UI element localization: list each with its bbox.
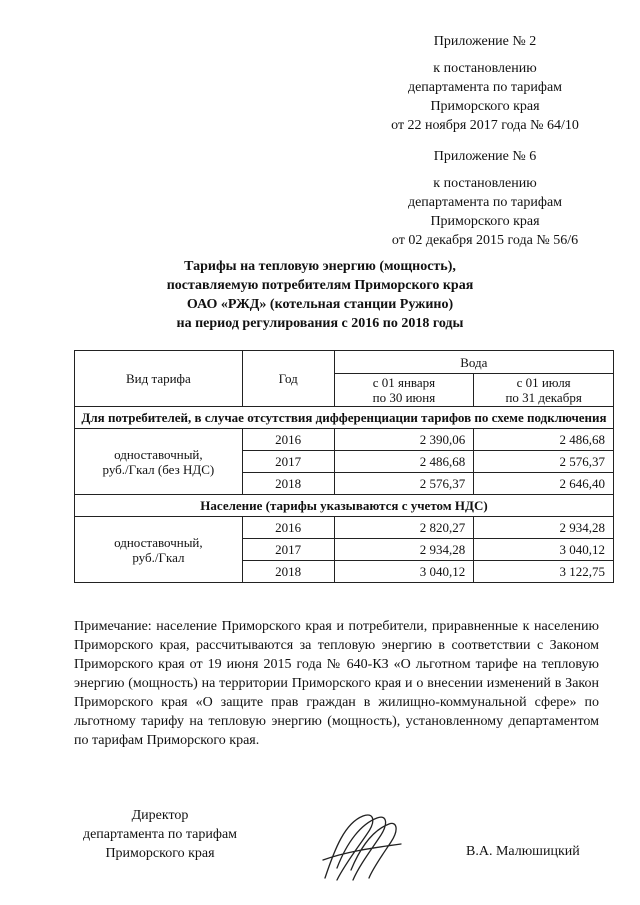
header-water: Вода [334, 351, 613, 374]
year-cell: 2018 [242, 473, 334, 495]
tariff-table [74, 350, 614, 583]
tariff-type-cell [75, 429, 243, 495]
period-line: с 01 января [372, 375, 436, 390]
header-period-2 [474, 374, 614, 407]
value-cell: 3 040,12 [334, 561, 474, 583]
title-line: поставляемую потребителям Приморского края [166, 278, 474, 293]
year-cell: 2018 [242, 561, 334, 583]
annex-block-2 [360, 147, 610, 250]
value-cell: 2 646,40 [474, 473, 614, 495]
table-row [75, 429, 614, 451]
tariff-type-line: одноставочный, [114, 534, 203, 550]
table-header-row [75, 351, 614, 374]
annex-line: Приморского края [430, 214, 540, 229]
header-period-1 [334, 374, 474, 407]
annex-heading: Приложение № 2 [433, 34, 537, 49]
year-cell: 2017 [242, 539, 334, 561]
position-line: Директор [131, 808, 189, 823]
annex-line: от 22 ноября 2017 года № 64/10 [391, 118, 579, 133]
position-line: Приморского края [105, 846, 215, 861]
group-heading-row [75, 407, 614, 429]
annex-line: от 02 декабря 2015 года № 56/6 [391, 233, 579, 248]
annex-heading: Приложение № 6 [433, 149, 537, 164]
annex-line: к постановлению [433, 176, 537, 191]
value-cell: 2 934,28 [334, 539, 474, 561]
document-title [80, 257, 560, 333]
annex-line: к постановлению [433, 61, 537, 76]
tariff-type-line: руб./Гкал (без НДС) [102, 461, 215, 477]
title-line: Тарифы на тепловую энергию (мощность), [184, 259, 456, 274]
group-heading: Население (тарифы указываются с учетом НДС) [75, 495, 614, 517]
table-row [75, 517, 614, 539]
signatory-position [70, 806, 250, 863]
year-cell: 2016 [242, 517, 334, 539]
period-line: с 01 июля [516, 375, 571, 390]
value-cell: 2 486,68 [334, 451, 474, 473]
tariff-type-cell [75, 517, 243, 583]
position-line: департамента по тарифам [82, 827, 238, 842]
tariff-type-line: одноставочный, [114, 446, 203, 462]
group-heading: Для потребителей, в случае отсутствия дифференциации тарифов по схеме подключения [75, 407, 614, 429]
title-line: ОАО «РЖД» (котельная станции Ружино) [186, 297, 454, 312]
period-line: по 31 декабря [505, 390, 582, 405]
note-paragraph: Примечание: население Приморского края и потребители, приравненные к населению Приморского края, рассчитываются за тепловую энергию в соответствии с Законом Приморского края от 19 июня 2015 года № 640-КЗ «О льготном тарифе на тепловую энергию (мощность) на территории Приморского края и о внесении изменений в Закон Приморского края «О защите прав граждан в жилищно-коммунальной сфере» по льготному тарифу на тепловую энергию (мощность), установленному департаментом по тарифам Приморского края. [74, 619, 599, 748]
year-cell: 2016 [242, 429, 334, 451]
value-cell: 2 486,68 [474, 429, 614, 451]
annex-line: департамента по тарифам [407, 195, 563, 210]
value-cell: 3 122,75 [474, 561, 614, 583]
value-cell: 2 934,28 [474, 517, 614, 539]
value-cell: 2 390,06 [334, 429, 474, 451]
header-year: Год [242, 351, 334, 407]
handwritten-signature [315, 808, 405, 888]
value-cell: 2 820,27 [334, 517, 474, 539]
value-cell: 2 576,37 [334, 473, 474, 495]
group-heading-row [75, 495, 614, 517]
title-line: на период регулирования с 2016 по 2018 годы [176, 316, 464, 331]
annex-block-1 [360, 32, 610, 135]
signatory-name: В.А. Малюшицкий [466, 844, 580, 859]
period-line: по 30 июня [372, 390, 436, 405]
value-cell: 2 576,37 [474, 451, 614, 473]
year-cell: 2017 [242, 451, 334, 473]
tariff-type-line: руб./Гкал [132, 549, 185, 565]
annex-line: департамента по тарифам [407, 80, 563, 95]
header-tariff-type: Вид тарифа [75, 351, 243, 407]
annex-line: Приморского края [430, 99, 540, 114]
value-cell: 3 040,12 [474, 539, 614, 561]
